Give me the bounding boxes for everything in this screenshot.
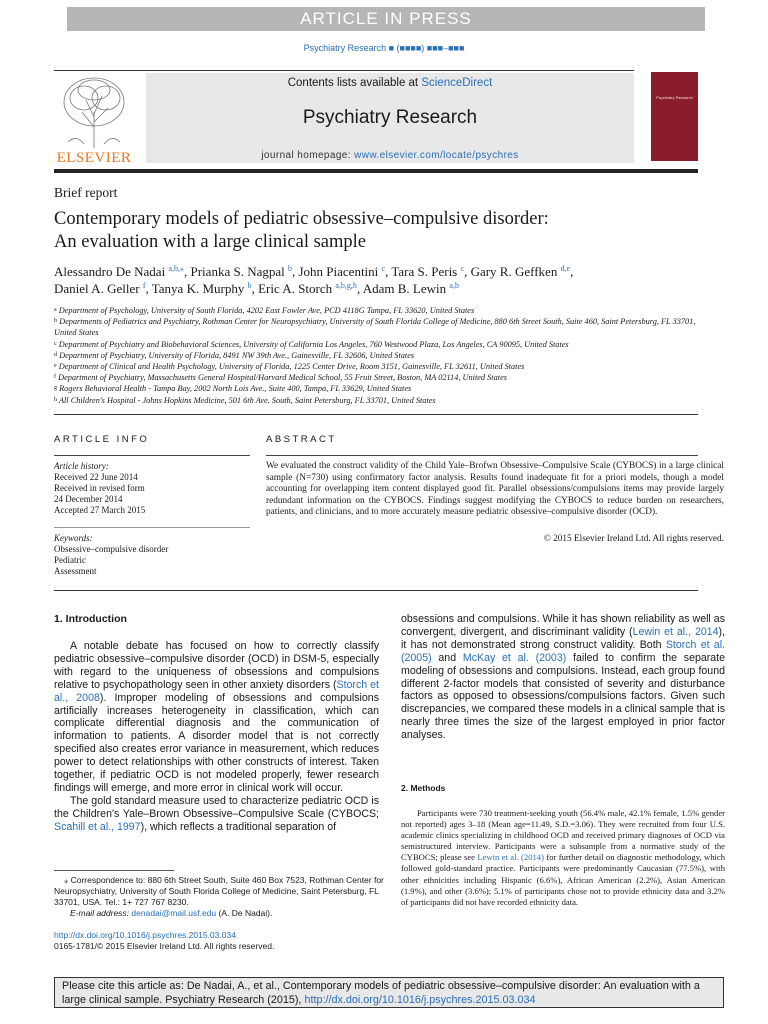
author-separator: , [385, 264, 392, 279]
author-name[interactable]: Tara S. Peris [391, 264, 461, 279]
author-separator: , [291, 264, 299, 279]
cite-doi-link[interactable]: http://dx.doi.org/10.1016/j.psychres.2015.03.034 [304, 993, 536, 1006]
affiliation-text: All Children's Hospital - Johns Hopkins Medicine, 501 6th Ave. South, Saint Petersburg, FL 33701, United States [58, 395, 436, 405]
affiliation-key: d [54, 351, 57, 358]
article-in-press-banner: ARTICLE IN PRESS [67, 7, 705, 31]
methods-heading: 2. Methods [401, 783, 446, 793]
divider [54, 414, 698, 415]
author-name[interactable]: Daniel A. Geller [54, 281, 143, 296]
author-name[interactable]: John Piacentini [298, 264, 382, 279]
header-thick-rule [54, 169, 698, 173]
author-affiliation-marker[interactable]: c [381, 264, 386, 273]
methods-text: Participants were 730 treatment-seeking youth (56.4% male, 42.1% female, 1.5% gender not reported) ages 3–18 (Mean age=11.49, S.D.=3.06). They were recruited from four U.S. academic clinics specializing in childhood OCD and received primary diagnoses of OCD via semistructured interview. Participants were a subsample from a normative study of the CYBOCS; please see Lewin et al. (2014) for further detail on diagnostic methodology, which followed gold-standard practice. Participants were predominantly Caucasian (77.5%), with other ethnicities including Hispanic (6.6%), African American (2.2%), Asian American (1.9%), and other (3.6%); 5.1% of participants chose not to provide ethnicity data and 3.2% of participants did not have recorded ethnicity data. [401, 808, 725, 907]
author-affiliation-marker[interactable]: a,b,g,h [335, 281, 357, 290]
header-rule [54, 70, 634, 71]
affiliation-key: b [54, 318, 57, 325]
journal-citation-line[interactable]: Psychiatry Research ■ (■■■■) ■■■–■■■ [303, 43, 465, 53]
affiliation-text: Department of Psychiatry and Biobehavioral Sciences, University of California Los Angeles, 760 Westwood Plaza, Los Angeles, CA 90095, United States [58, 339, 569, 349]
email-link[interactable]: denadai@mail.usf.edu [131, 908, 217, 918]
divider [54, 527, 250, 528]
cover-title: Psychiatry Research [656, 95, 693, 100]
doi-link[interactable]: http://dx.doi.org/10.1016/j.psychres.2015.03.034 [54, 930, 236, 940]
elsevier-wordmark: ELSEVIER [56, 150, 132, 166]
doi-block: http://dx.doi.org/10.1016/j.psychres.2015.03.034 0165-1781/© 2015 Elsevier Ireland Ltd. All rights reserved. [54, 930, 275, 951]
author-separator: , [570, 264, 574, 279]
cite-this-article-box: Please cite this article as: De Nadai, A., et al., Contemporary models of pediatric obsessive–compulsive disorder: An evaluation with a large clinical sample. Psychiatry Research (2015), http://dx.doi.org/10.1016/j.psychres.2015.03.034 [54, 977, 724, 1008]
affiliation-item [54, 372, 714, 383]
keywords: Keywords: Obsessive–compulsive disorder Pediatric Assessment [54, 533, 169, 576]
author-separator: , [251, 281, 259, 296]
affiliation-key: c [54, 340, 57, 347]
introduction-text: A notable debate has focused on how to correctly classify pediatric obsessive–compulsive disorder (OCD) in DSM-5, especially with regard to the uniqueness of obsessions and compulsions relative to psychopathology seen in other anxiety disorders (Storch et al., 2008). Improper modeling of obsessions and compulsions artificially increases heterogeneity in classification, which can complicate differential diagnosis and the communication of information to patients. A disorder model that is not correctly specified also creates error variance in measurement, which reduces power to detect relationships with other constructs of interest. Taken together, if pediatric OCD is not modeled properly, fewer research findings will emerge, and more error in clinical work will occur. The gold standard measure used to characterize pediatric OCD is the Children's Yale–Brown Obsessive–Compulsive Scale (CYBOCS; Scahill et al., 1997), which reflects a traditional separation of [54, 640, 379, 833]
journal-title: Psychiatry Research [302, 107, 478, 128]
author-affiliation-marker[interactable]: f [142, 281, 146, 290]
author-affiliation-marker[interactable]: d,e [560, 264, 571, 273]
author-name[interactable]: Adam B. Lewin [362, 281, 450, 296]
affiliation-text: Department of Psychiatry, Massachusetts General Hospital/Harvard Medical School, 55 Fruit Street, Boston, MA 02114, United States [58, 373, 507, 383]
affiliation-key: e [54, 363, 57, 370]
affiliation-text: Department of Psychology, University of South Florida, 4202 East Fowler Ave, PCD 4118G Tampa, FL 33620, United States [58, 306, 475, 315]
ref-lewin-2014-methods[interactable]: Lewin et al. (2014) [477, 852, 544, 863]
homepage-link[interactable]: www.elsevier.com/locate/psychres [354, 150, 519, 161]
affiliation-key: g [54, 385, 57, 392]
correspondence-footnote: ⁎ Correspondence to: 880 6th Street South, Suite 460 Box 7523, Rothman Center for Neuropsychiatry, University of South Florida College of Medicine, Saint Petersburg, FL 33701, USA. Tel.: 1+ 727 767 8230. E-mail address: denadai@mail.usf.edu (A. De Nadai). [54, 875, 384, 918]
journal-cover-image [651, 72, 698, 161]
affiliation-key: a [54, 307, 57, 313]
author-name[interactable]: Tanya K. Murphy [151, 281, 248, 296]
affiliation-item [54, 395, 714, 406]
introduction-continued: obsessions and compulsions. While it has shown reliability as well as convergent, divergent, and discriminant validity (Lewin et al., 2014), it has not demonstrated strong construct validity. Both Storch et al. (2005) and McKay et al. (2003) failed to confirm the separate modeling of obsessions and compulsions. Instead, each group found different 2-factor models that consisted of severity and disturbance factors as opposed to obsessions/compulsions factors. Given such discrepancies, we compared these models in a clinical sample that is nearly three times the size of the largest employed in prior factor analyses. [401, 613, 726, 742]
affiliation-item [54, 361, 714, 372]
affiliation-text: Departments of Pediatrics and Psychiatry, Rothman Center for Neuropsychiatry, University of South Florida College of Medicine, 880 6th Street South, Suite 460, Saint Petersburg, FL 33701, United States [54, 317, 696, 338]
author-separator: , [356, 281, 363, 296]
article-history: Article history: Received 22 June 2014 Received in revised form 24 December 2014 Accepted 27 March 2015 [54, 461, 146, 515]
abstract-text: We evaluated the construct validity of the Child Yale–Brofwn Obsessive–Compulsive Scale (CYBOCS) in a large clinical sample (N=730) using confirmatory factor analysis. Results found inadequate fit for a priori models, though a model accounting for overlapping item content displayed good fit. Parallel obsessions/compulsions items may provide largely redundant information on the CYBOCS. Findings suggest modifying the CYBOCS to reduce burden on researchers, patients, and clinicians, and to more accurately measure pediatric obsessive–compulsive disorder (OCD). [266, 461, 724, 518]
author-affiliation-marker[interactable]: a,b [449, 281, 459, 290]
journal-homepage: journal homepage: www.elsevier.com/locate/psychres [261, 150, 519, 161]
author-name[interactable]: Eric A. Storch [258, 281, 336, 296]
affiliation-item [54, 350, 714, 361]
author-affiliation-marker[interactable]: b [247, 281, 252, 290]
author-separator: , [145, 281, 152, 296]
affiliations [54, 305, 714, 406]
author-affiliation-marker[interactable]: c [460, 264, 465, 273]
abstract-heading: ABSTRACT [266, 434, 337, 445]
ref-lewin-2014[interactable]: Lewin et al., 2014 [632, 625, 719, 638]
affiliation-item [54, 305, 714, 316]
affiliation-text: Department of Clinical and Health Psychology, University of Florida, 1225 Center Drive, Room 3151, Gainesville, FL 32611, United States [58, 362, 525, 372]
affiliation-key: f [54, 374, 56, 381]
abstract-copyright: © 2015 Elsevier Ireland Ltd. All rights reserved. [543, 534, 724, 544]
affiliation-text: Department of Psychiatry, University of Florida, 8491 NW 39th Ave., Gainesville, FL 32606, United States [59, 350, 415, 360]
sciencedirect-link[interactable]: ScienceDirect [421, 77, 493, 89]
author-separator: , [464, 264, 471, 279]
author-affiliation-marker[interactable]: b [287, 264, 292, 273]
contents-available: Contents lists available at ScienceDirect [287, 77, 493, 89]
article-title: Contemporary models of pediatric obsessive–compulsive disorder: An evaluation with a large clinical sample [54, 209, 549, 252]
ref-storch-2008[interactable]: Storch et al., 2008 [54, 678, 379, 704]
article-type: Brief report [54, 185, 118, 200]
author-name[interactable]: Gary R. Geffken [470, 264, 561, 279]
affiliation-item [54, 339, 714, 350]
introduction-heading: 1. Introduction [54, 613, 127, 625]
footnote-rule [54, 870, 174, 871]
article-info-heading: ARTICLE INFO [54, 434, 150, 445]
affiliation-item [54, 316, 714, 338]
divider [266, 455, 698, 456]
author-affiliation-marker[interactable]: a,b,⁎ [168, 264, 184, 273]
author-list [54, 263, 714, 297]
ref-scahill-1997[interactable]: Scahill et al., 1997 [54, 820, 141, 833]
author-separator: , [184, 264, 191, 279]
author-name[interactable]: Alessandro De Nadai [54, 264, 169, 279]
ref-mckay-2003[interactable]: McKay et al. (2003) [462, 651, 567, 664]
affiliation-item [54, 383, 714, 394]
divider [54, 590, 698, 591]
affiliation-text: Rogers Behavioral Health - Tampa Bay, 2002 North Lois Ave., Suite 400, Tampa, FL 33629, United States [59, 384, 412, 394]
author-name[interactable]: Prianka S. Nagpal [190, 264, 288, 279]
ref-storch-2005[interactable]: Storch et al. (2005) [401, 638, 725, 664]
divider [54, 455, 250, 456]
affiliation-key: h [54, 396, 57, 403]
